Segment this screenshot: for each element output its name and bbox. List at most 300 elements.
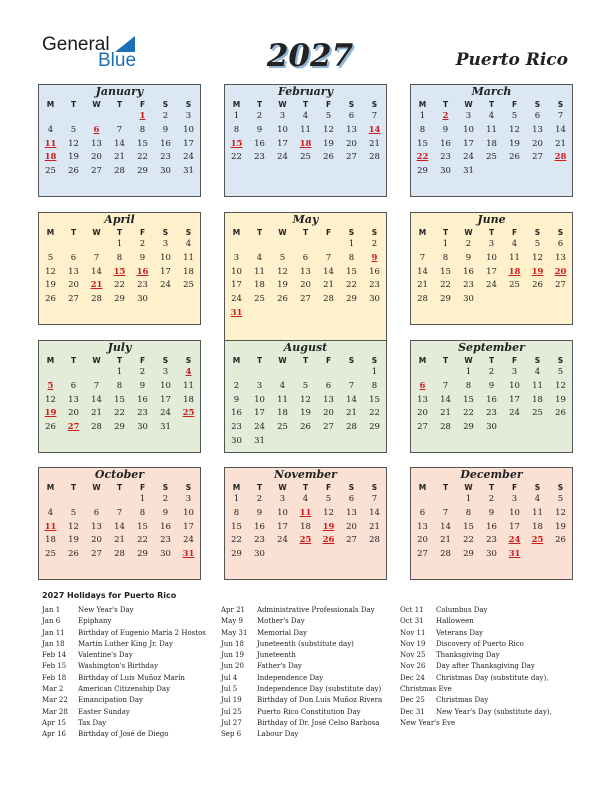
day-cell: 19 bbox=[300, 408, 311, 419]
weekday-label: W bbox=[92, 483, 101, 492]
day-cell: 9 bbox=[162, 124, 169, 135]
day-cell: 21 bbox=[369, 521, 380, 532]
day-cell: 13 bbox=[346, 507, 357, 518]
day-cell: 16 bbox=[254, 138, 265, 149]
day-cell: 1 bbox=[371, 367, 378, 377]
weekday-header bbox=[225, 482, 386, 493]
day-cell: 23 bbox=[486, 408, 497, 419]
week-row bbox=[411, 507, 572, 521]
holiday-item bbox=[400, 695, 570, 706]
weekday-label: S bbox=[162, 356, 169, 365]
day-cell: 27 bbox=[346, 152, 357, 163]
weekday-label: T bbox=[116, 228, 123, 237]
day-cell: 30 bbox=[160, 549, 171, 560]
day-cell: 10 bbox=[160, 380, 171, 391]
holiday-date: Apr 21 bbox=[221, 606, 246, 614]
empty-day-cell bbox=[271, 548, 294, 562]
weekday-label: W bbox=[278, 100, 287, 109]
week-row bbox=[411, 138, 572, 152]
day-cell: 1 bbox=[442, 239, 449, 249]
day-cell: 14 bbox=[114, 521, 125, 532]
week-row bbox=[411, 252, 572, 266]
empty-day-cell bbox=[480, 165, 503, 179]
holiday-date: Feb 18 bbox=[42, 673, 67, 682]
holiday-name: Independence Day (substitute day) bbox=[257, 685, 382, 694]
day-cell: 29 bbox=[463, 549, 474, 560]
week-row bbox=[225, 293, 386, 307]
empty-day-cell bbox=[85, 238, 108, 252]
month-title: May bbox=[292, 213, 319, 226]
empty-day-cell bbox=[294, 366, 317, 380]
day-cell: 27 bbox=[323, 422, 334, 433]
day-cell: 21 bbox=[323, 280, 334, 291]
day-cell: 17 bbox=[160, 394, 171, 405]
holiday-item bbox=[221, 605, 396, 616]
week-row bbox=[39, 507, 200, 521]
empty-day-cell bbox=[363, 307, 386, 321]
weekday-label: M bbox=[232, 356, 241, 365]
weekday-label: W bbox=[92, 100, 101, 109]
day-cell: 11 bbox=[509, 252, 520, 263]
day-cell: 28 bbox=[114, 549, 125, 560]
week-row bbox=[225, 110, 386, 124]
day-cell: 20 bbox=[91, 535, 102, 546]
day-cell: 1 bbox=[233, 494, 240, 504]
week-row bbox=[411, 124, 572, 138]
day-cell: 12 bbox=[45, 266, 56, 277]
day-cell: 13 bbox=[91, 521, 102, 532]
weekday-label: T bbox=[70, 228, 77, 237]
weekday-label: S bbox=[162, 100, 169, 109]
day-cell: 18 bbox=[532, 521, 543, 532]
day-cell: 30 bbox=[486, 549, 497, 560]
day-cell: 19 bbox=[323, 138, 334, 149]
holiday-date: Jul 19 bbox=[221, 696, 242, 705]
weekday-header bbox=[39, 227, 200, 238]
weekday-label: F bbox=[325, 100, 332, 109]
day-cell: 13 bbox=[532, 124, 543, 135]
holiday-name: Labour Day bbox=[257, 730, 299, 739]
week-row bbox=[225, 238, 386, 252]
weekday-label: S bbox=[534, 483, 541, 492]
day-cell: 30 bbox=[463, 294, 474, 305]
week-row bbox=[225, 521, 386, 535]
holiday-date: Mar 22 bbox=[42, 696, 68, 705]
empty-day-cell bbox=[294, 435, 317, 449]
day-cell: 15 bbox=[231, 521, 242, 532]
holiday-day-cell: 2 bbox=[442, 111, 449, 121]
holiday-item bbox=[42, 661, 217, 672]
day-cell: 30 bbox=[486, 422, 497, 433]
day-cell: 29 bbox=[231, 549, 242, 560]
holiday-day-cell: 5 bbox=[47, 380, 54, 391]
day-cell: 9 bbox=[488, 507, 495, 518]
day-cell: 30 bbox=[137, 294, 148, 305]
month-title: December bbox=[460, 468, 523, 481]
day-cell: 8 bbox=[139, 124, 146, 135]
empty-day-cell bbox=[248, 366, 271, 380]
holiday-name: Puerto Rico Constitution Day bbox=[257, 707, 361, 716]
month-title: September bbox=[458, 341, 525, 354]
holiday-item bbox=[42, 639, 217, 650]
week-row bbox=[225, 548, 386, 562]
day-cell: 2 bbox=[371, 239, 378, 249]
day-cell: 1 bbox=[465, 494, 472, 504]
empty-day-cell bbox=[340, 307, 363, 321]
empty-day-cell bbox=[294, 307, 317, 321]
holiday-item bbox=[221, 639, 396, 650]
empty-day-cell bbox=[39, 493, 62, 507]
holiday-column bbox=[42, 605, 217, 741]
empty-day-cell bbox=[549, 548, 572, 562]
weekday-label: T bbox=[442, 483, 449, 492]
weekday-label: S bbox=[185, 100, 192, 109]
weekday-label: M bbox=[46, 228, 55, 237]
day-cell: 7 bbox=[442, 380, 449, 391]
holiday-day-cell: 11 bbox=[299, 507, 312, 518]
day-cell: 1 bbox=[465, 367, 472, 377]
week-row bbox=[225, 307, 386, 321]
weekday-label: F bbox=[511, 228, 518, 237]
day-cell: 10 bbox=[509, 380, 520, 391]
week-row bbox=[39, 165, 200, 179]
day-cell: 6 bbox=[419, 507, 426, 518]
weekday-label: T bbox=[256, 228, 263, 237]
empty-day-cell bbox=[154, 293, 177, 307]
holiday-column bbox=[221, 605, 396, 741]
month-title: June bbox=[477, 213, 506, 226]
day-cell: 10 bbox=[277, 124, 288, 135]
holiday-item bbox=[400, 673, 570, 684]
day-cell: 29 bbox=[369, 422, 380, 433]
weekday-label: T bbox=[488, 100, 495, 109]
day-cell: 12 bbox=[300, 394, 311, 405]
holiday-item bbox=[42, 718, 217, 729]
day-cell: 4 bbox=[534, 367, 541, 377]
day-cell: 6 bbox=[557, 239, 564, 249]
day-cell: 17 bbox=[231, 280, 242, 291]
weekday-label: W bbox=[92, 228, 101, 237]
day-cell: 18 bbox=[300, 521, 311, 532]
day-cell: 1 bbox=[116, 367, 123, 377]
day-cell: 16 bbox=[440, 138, 451, 149]
month-title: March bbox=[471, 85, 512, 98]
day-cell: 15 bbox=[463, 521, 474, 532]
empty-day-cell bbox=[39, 110, 62, 124]
day-cell: 14 bbox=[417, 266, 428, 277]
day-cell: 4 bbox=[488, 111, 495, 121]
day-cell: 18 bbox=[277, 408, 288, 419]
day-cell: 27 bbox=[91, 549, 102, 560]
weekday-label: M bbox=[418, 228, 427, 237]
holiday-name: Epiphany bbox=[78, 617, 112, 626]
day-cell: 15 bbox=[114, 394, 125, 405]
month-title: February bbox=[277, 85, 333, 98]
weekday-label: S bbox=[371, 483, 378, 492]
empty-day-cell bbox=[39, 366, 62, 380]
day-cell: 17 bbox=[277, 521, 288, 532]
holiday-name: Martin Luther King Jr. Day bbox=[78, 639, 173, 648]
month-title: August bbox=[283, 341, 328, 354]
day-cell: 12 bbox=[555, 507, 566, 518]
day-cell: 31 bbox=[160, 422, 171, 433]
weekday-label: M bbox=[232, 100, 241, 109]
weekday-label: M bbox=[46, 483, 55, 492]
holiday-name: New Year's Day (substitute day), bbox=[436, 707, 552, 716]
empty-day-cell bbox=[317, 548, 340, 562]
holiday-name: Christmas Eve bbox=[400, 685, 452, 694]
day-cell: 24 bbox=[231, 294, 242, 305]
holiday-name: Independence Day bbox=[257, 673, 324, 682]
empty-day-cell bbox=[549, 293, 572, 307]
weekday-label: T bbox=[256, 356, 263, 365]
holiday-date: Jul 5 bbox=[221, 685, 238, 694]
day-cell: 31 bbox=[254, 435, 265, 446]
day-cell: 23 bbox=[440, 152, 451, 163]
day-cell: 17 bbox=[509, 394, 520, 405]
holiday-item bbox=[221, 628, 396, 639]
weekday-label: W bbox=[464, 483, 473, 492]
country-name: Puerto Rico bbox=[455, 50, 568, 70]
day-cell: 8 bbox=[116, 380, 123, 391]
day-cell: 12 bbox=[277, 266, 288, 277]
day-cell: 30 bbox=[231, 435, 242, 446]
holiday-name: Father's Day bbox=[257, 662, 302, 671]
weekday-label: S bbox=[534, 228, 541, 237]
brand-name-general: General bbox=[42, 34, 110, 55]
holiday-day-cell: 1 bbox=[139, 111, 146, 121]
day-cell: 24 bbox=[463, 152, 474, 163]
empty-day-cell bbox=[271, 238, 294, 252]
day-cell: 15 bbox=[417, 138, 428, 149]
day-cell: 4 bbox=[302, 111, 309, 121]
week-row bbox=[411, 279, 572, 293]
empty-day-cell bbox=[225, 366, 248, 380]
holiday-day-cell: 9 bbox=[371, 252, 378, 263]
day-cell: 13 bbox=[323, 394, 334, 405]
day-cell: 16 bbox=[369, 266, 380, 277]
holiday-item bbox=[42, 707, 217, 718]
day-cell: 17 bbox=[486, 266, 497, 277]
holiday-name: Easter Sunday bbox=[78, 707, 130, 716]
week-row bbox=[39, 110, 200, 124]
day-cell: 12 bbox=[323, 507, 334, 518]
day-cell: 11 bbox=[532, 507, 543, 518]
holiday-item bbox=[221, 729, 396, 740]
day-cell: 23 bbox=[137, 280, 148, 291]
month-title: January bbox=[95, 85, 144, 98]
holiday-date: Jan 6 bbox=[42, 617, 61, 626]
day-cell: 17 bbox=[183, 138, 194, 149]
day-cell: 28 bbox=[114, 166, 125, 177]
holiday-day-cell: 25 bbox=[182, 408, 195, 419]
holiday-name: Valentine's Day bbox=[78, 651, 133, 660]
day-cell: 23 bbox=[254, 535, 265, 546]
day-cell: 16 bbox=[137, 394, 148, 405]
day-cell: 17 bbox=[160, 266, 171, 277]
day-cell: 20 bbox=[417, 535, 428, 546]
day-cell: 23 bbox=[160, 152, 171, 163]
weekday-label: S bbox=[557, 228, 564, 237]
holiday-item bbox=[400, 616, 570, 627]
holiday-item bbox=[42, 695, 217, 706]
day-cell: 6 bbox=[70, 380, 77, 391]
holiday-item bbox=[221, 650, 396, 661]
day-cell: 28 bbox=[440, 549, 451, 560]
holiday-name: New Year's Eve bbox=[400, 718, 456, 727]
empty-day-cell bbox=[434, 493, 457, 507]
weekday-label: S bbox=[162, 228, 169, 237]
day-cell: 26 bbox=[45, 294, 56, 305]
day-cell: 25 bbox=[509, 280, 520, 291]
week-row bbox=[411, 394, 572, 408]
day-cell: 25 bbox=[532, 408, 543, 419]
day-cell: 7 bbox=[325, 252, 332, 263]
day-cell: 3 bbox=[185, 111, 192, 121]
empty-day-cell bbox=[434, 366, 457, 380]
weekday-header bbox=[411, 482, 572, 493]
empty-day-cell bbox=[271, 307, 294, 321]
day-cell: 30 bbox=[369, 294, 380, 305]
day-cell: 10 bbox=[463, 124, 474, 135]
holiday-date: Jun 18 bbox=[221, 639, 244, 648]
weekday-label: S bbox=[534, 100, 541, 109]
day-cell: 12 bbox=[68, 521, 79, 532]
day-cell: 30 bbox=[440, 166, 451, 177]
day-cell: 4 bbox=[47, 507, 54, 518]
empty-day-cell bbox=[503, 421, 526, 435]
weekday-label: W bbox=[464, 356, 473, 365]
weekday-label: T bbox=[302, 228, 309, 237]
day-cell: 7 bbox=[93, 380, 100, 391]
weekday-label: F bbox=[511, 100, 518, 109]
day-cell: 11 bbox=[486, 124, 497, 135]
day-cell: 26 bbox=[68, 549, 79, 560]
day-cell: 11 bbox=[532, 380, 543, 391]
week-row bbox=[39, 238, 200, 252]
holiday-day-cell: 31 bbox=[182, 549, 195, 560]
week-row bbox=[39, 252, 200, 266]
day-cell: 8 bbox=[233, 507, 240, 518]
day-cell: 24 bbox=[254, 422, 265, 433]
day-cell: 9 bbox=[162, 507, 169, 518]
day-cell: 7 bbox=[371, 494, 378, 504]
weekday-label: F bbox=[139, 483, 146, 492]
day-cell: 27 bbox=[346, 535, 357, 546]
holiday-day-cell: 14 bbox=[368, 124, 381, 135]
weekday-label: T bbox=[70, 100, 77, 109]
day-cell: 20 bbox=[346, 138, 357, 149]
weekday-header bbox=[39, 482, 200, 493]
weekday-label: M bbox=[418, 100, 427, 109]
day-cell: 8 bbox=[348, 252, 355, 263]
holiday-date: Nov 26 bbox=[400, 662, 426, 671]
holiday-day-cell: 24 bbox=[508, 535, 521, 546]
day-cell: 26 bbox=[555, 535, 566, 546]
holiday-name: American Citizenship Day bbox=[78, 685, 171, 694]
day-cell: 10 bbox=[160, 252, 171, 263]
week-row bbox=[39, 293, 200, 307]
day-cell: 3 bbox=[488, 239, 495, 249]
weekday-label: T bbox=[302, 100, 309, 109]
day-cell: 12 bbox=[68, 138, 79, 149]
day-cell: 14 bbox=[555, 124, 566, 135]
month-may bbox=[224, 212, 387, 355]
holiday-day-cell: 25 bbox=[299, 535, 312, 546]
day-cell: 23 bbox=[231, 422, 242, 433]
day-cell: 12 bbox=[509, 124, 520, 135]
weekday-label: F bbox=[139, 100, 146, 109]
week-row bbox=[411, 151, 572, 165]
holiday-day-cell: 15 bbox=[113, 266, 126, 277]
calendar-year: 2027 bbox=[266, 38, 354, 74]
week-row bbox=[39, 124, 200, 138]
day-cell: 12 bbox=[555, 380, 566, 391]
weekday-label: T bbox=[256, 483, 263, 492]
month-august bbox=[224, 340, 387, 453]
holiday-day-cell: 4 bbox=[185, 367, 192, 377]
day-cell: 30 bbox=[137, 422, 148, 433]
week-row bbox=[225, 407, 386, 421]
day-cell: 7 bbox=[442, 507, 449, 518]
day-cell: 3 bbox=[162, 239, 169, 249]
holiday-day-cell: 6 bbox=[419, 380, 426, 391]
day-cell: 22 bbox=[463, 535, 474, 546]
holiday-date: Mar 2 bbox=[42, 685, 64, 694]
weekday-label: M bbox=[418, 356, 427, 365]
week-row bbox=[411, 380, 572, 394]
empty-day-cell bbox=[248, 238, 271, 252]
week-row bbox=[225, 138, 386, 152]
day-cell: 22 bbox=[137, 152, 148, 163]
week-row bbox=[39, 534, 200, 548]
day-cell: 19 bbox=[68, 152, 79, 163]
holiday-date: Dec 24 bbox=[400, 673, 425, 682]
weekday-label: M bbox=[46, 100, 55, 109]
day-cell: 5 bbox=[557, 367, 564, 377]
weekday-label: S bbox=[162, 483, 169, 492]
day-cell: 25 bbox=[277, 422, 288, 433]
holiday-name: Administrative Professionals Day bbox=[257, 606, 375, 614]
day-cell: 6 bbox=[325, 380, 332, 391]
day-cell: 26 bbox=[509, 152, 520, 163]
day-cell: 26 bbox=[277, 294, 288, 305]
day-cell: 13 bbox=[68, 266, 79, 277]
week-row bbox=[225, 252, 386, 266]
holiday-name: Day after Thanksgiving Day bbox=[436, 662, 535, 671]
holiday-date: Nov 11 bbox=[400, 628, 426, 637]
day-cell: 5 bbox=[302, 380, 309, 391]
day-cell: 18 bbox=[254, 280, 265, 291]
day-cell: 12 bbox=[532, 252, 543, 263]
day-cell: 6 bbox=[302, 252, 309, 263]
week-row bbox=[39, 366, 200, 380]
empty-day-cell bbox=[85, 366, 108, 380]
holiday-item bbox=[221, 616, 396, 627]
holiday-item bbox=[221, 707, 396, 718]
day-cell: 5 bbox=[70, 124, 77, 135]
day-cell: 27 bbox=[555, 280, 566, 291]
weekday-label: T bbox=[116, 483, 123, 492]
day-cell: 31 bbox=[183, 166, 194, 177]
holiday-day-cell: 11 bbox=[44, 521, 57, 532]
day-cell: 3 bbox=[279, 111, 286, 121]
day-cell: 22 bbox=[231, 152, 242, 163]
weekday-label: S bbox=[557, 100, 564, 109]
day-cell: 28 bbox=[369, 535, 380, 546]
day-cell: 5 bbox=[70, 507, 77, 518]
day-cell: 22 bbox=[346, 280, 357, 291]
